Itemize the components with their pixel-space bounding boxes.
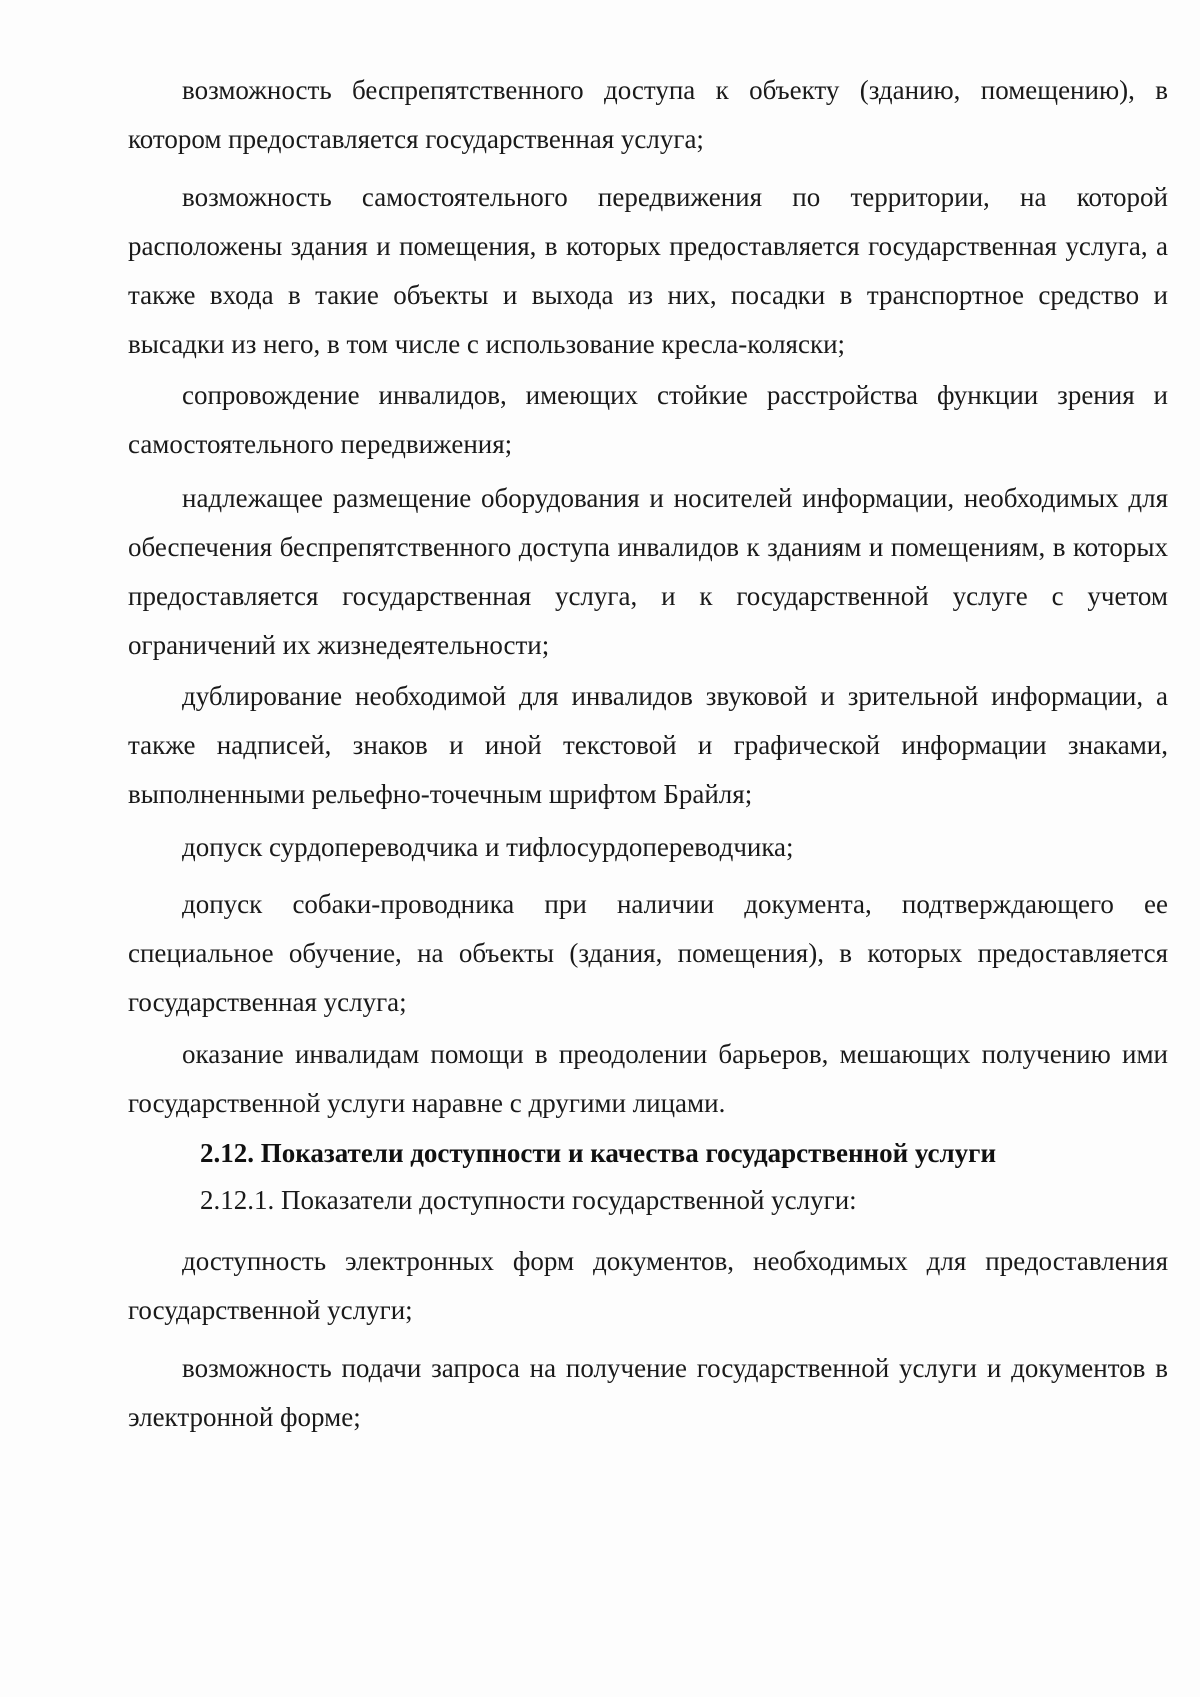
subsection-heading: 2.12.1. Показатели доступности государственной услуги: (200, 1185, 857, 1215)
paragraph-equipment-placement: надлежащее размещение оборудования и носителей информации, необходимых для обеспечения беспрепятственного доступа инвалидов к зданиям и помещениям, в которых предоставляется государственная услуга, и к государственной услуге с учетом ограничений их жизнедеятельности; (128, 483, 1168, 660)
paragraph-electronic-forms: доступность электронных форм документов, необходимых для предоставления государственной услуги; (128, 1246, 1168, 1325)
paragraph-braille-duplication: дублирование необходимой для инвалидов звуковой и зрительной информации, а также надписей, знаков и иной текстовой и графической информации знаками, выполненными рельефно-точечным шрифтом Брайля; (128, 681, 1168, 809)
paragraph-access-to-object: возможность беспрепятственного доступа к объекту (зданию, помещению), в котором предоставляется государственная услуга; (128, 75, 1168, 154)
paragraph-sign-interpreter: допуск сурдопереводчика и тифлосурдопереводчика; (182, 832, 794, 862)
paragraph-electronic-request: возможность подачи запроса на получение государственной услуги и документов в электронной форме; (128, 1353, 1168, 1432)
section-heading: 2.12. Показатели доступности и качества государственной услуги (200, 1138, 996, 1168)
paragraph-escort-disabled: сопровождение инвалидов, имеющих стойкие расстройства функции зрения и самостоятельного передвижения; (128, 380, 1168, 459)
paragraph-barrier-help: оказание инвалидам помощи в преодолении барьеров, мешающих получению ими государственной услуги наравне с другими лицами. (128, 1039, 1168, 1118)
paragraph-independent-movement: возможность самостоятельного передвижения по территории, на которой расположены здания и помещения, в которых предоставляется государственная услуга, а также входа в такие объекты и выхода из них, посадки в транспортное средство и высадки из него, в том числе с использование кресла-коляски; (128, 182, 1168, 359)
paragraph-guide-dog: допуск собаки-проводника при наличии документа, подтверждающего ее специальное обучение, на объекты (здания, помещения), в которых предоставляется государственная услуга; (128, 889, 1168, 1017)
